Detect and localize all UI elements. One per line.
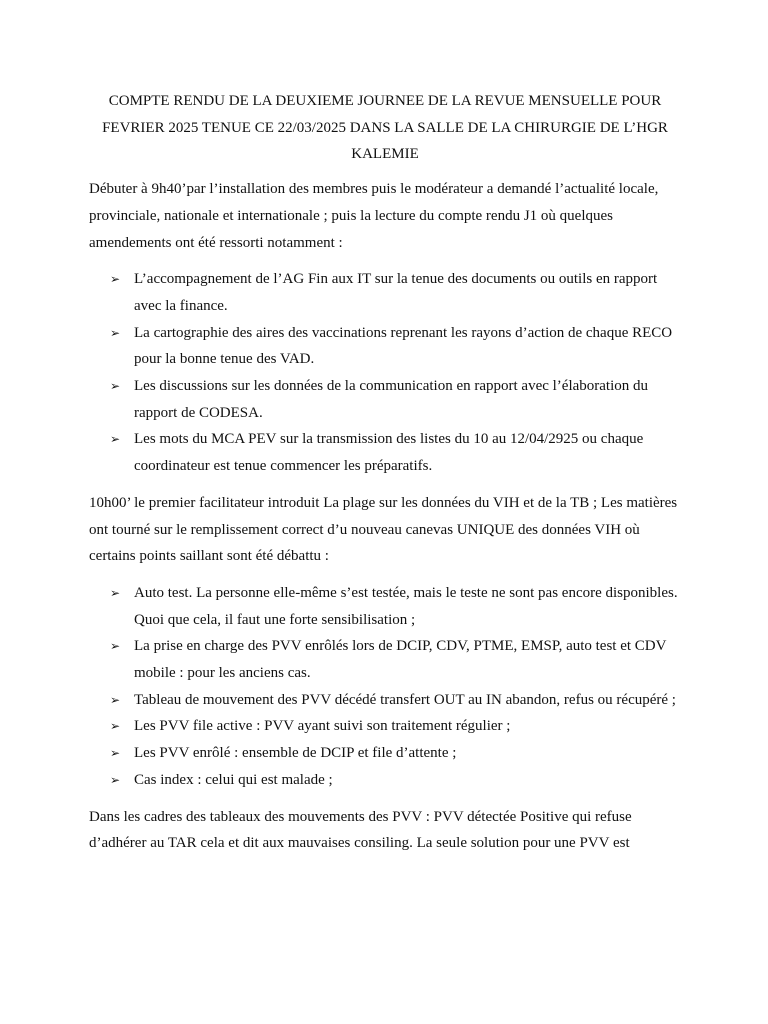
- list-item: [89, 320, 681, 373]
- list-item-text: Les mots du MCA PEV sur la transmission des listes du 10 au 12/04/2925 ou chaque coordinateur est tenue commencer les préparatifs.: [134, 431, 644, 475]
- list-item-text: La prise en charge des PVV enrôlés lors de DCIP, CDV, PTME, EMSP, auto test et CDV mobile : pour les anciens cas.: [134, 638, 667, 682]
- list-item-text: Tableau de mouvement des PVV décédé transfert OUT au IN abandon, refus ou récupéré ;: [134, 691, 676, 708]
- list-item-text: Auto test. La personne elle-même s’est testée, mais le teste ne sont pas encore disponibles. Quoi que cela, il faut une forte sensibilisation ;: [134, 584, 678, 628]
- list-item: [89, 740, 681, 767]
- list-item-text: Cas index : celui qui est malade ;: [134, 771, 333, 788]
- list-item: [89, 266, 681, 319]
- list-item-text: L’accompagnement de l’AG Fin aux IT sur la tenue des documents ou outils en rapport avec la finance.: [134, 271, 658, 314]
- arrowhead-bullet-icon: ➢: [110, 692, 121, 707]
- list-item: [89, 633, 681, 686]
- list-item-text: Les PVV enrôlé : ensemble de DCIP et file d’attente ;: [134, 745, 457, 762]
- arrowhead-bullet-icon: ➢: [110, 772, 121, 787]
- arrowhead-bullet-icon: ➢: [110, 639, 121, 654]
- list-item: [89, 767, 681, 794]
- amendments-list: [89, 266, 681, 480]
- debate-points-list: [89, 580, 681, 794]
- arrowhead-bullet-icon: ➢: [110, 585, 121, 600]
- list-item: [89, 580, 681, 633]
- list-item: [89, 687, 681, 714]
- document-page: [89, 88, 681, 867]
- list-item-text: Les discussions sur les données de la communication en rapport avec l’élaboration du rapport de CODESA.: [134, 378, 649, 421]
- intro-paragraph: Débuter à 9h40’par l’installation des membres puis le modérateur a demandé l’actualité locale, provinciale, nationale et internationale ; puis la lecture du compte rendu J1 où quelques amendements ont été ressorti notamment :: [89, 181, 659, 251]
- document-title: COMPTE RENDU DE LA DEUXIEME JOURNEE DE LA REVUE MENSUELLE POUR FEVRIER 2025 TENUE CE 22/03/2025 DANS LA SALLE DE LA CHIRURGIE DE L’HGR KALEMIE: [102, 93, 668, 163]
- list-item: [89, 426, 681, 479]
- list-item: [89, 713, 681, 740]
- list-item-text: Les PVV file active : PVV ayant suivi son traitement régulier ;: [134, 718, 511, 735]
- arrowhead-bullet-icon: ➢: [110, 379, 121, 394]
- list-item: [89, 373, 681, 426]
- list-item-text: La cartographie des aires des vaccinations reprenant les rayons d’action de chaque RECO pour la bonne tenue des VAD.: [134, 324, 673, 368]
- vih-tb-paragraph: 10h00’ le premier facilitateur introduit La plage sur les données du VIH et de la TB ; Les matières ont tourné sur le remplissement correct d’u nouveau canevas UNIQUE des données VIH où certains points saillant sont été débattu :: [89, 494, 678, 565]
- arrowhead-bullet-icon: ➢: [110, 272, 121, 287]
- movements-paragraph: Dans les cadres des tableaux des mouvements des PVV : PVV détectée Positive qui refuse d’adhérer au TAR cela et dit aux mauvaises consiling. La seule solution pour une PVV est: [89, 808, 632, 852]
- arrowhead-bullet-icon: ➢: [110, 719, 121, 734]
- arrowhead-bullet-icon: ➢: [110, 746, 121, 761]
- arrowhead-bullet-icon: ➢: [110, 432, 121, 447]
- arrowhead-bullet-icon: ➢: [110, 325, 121, 340]
